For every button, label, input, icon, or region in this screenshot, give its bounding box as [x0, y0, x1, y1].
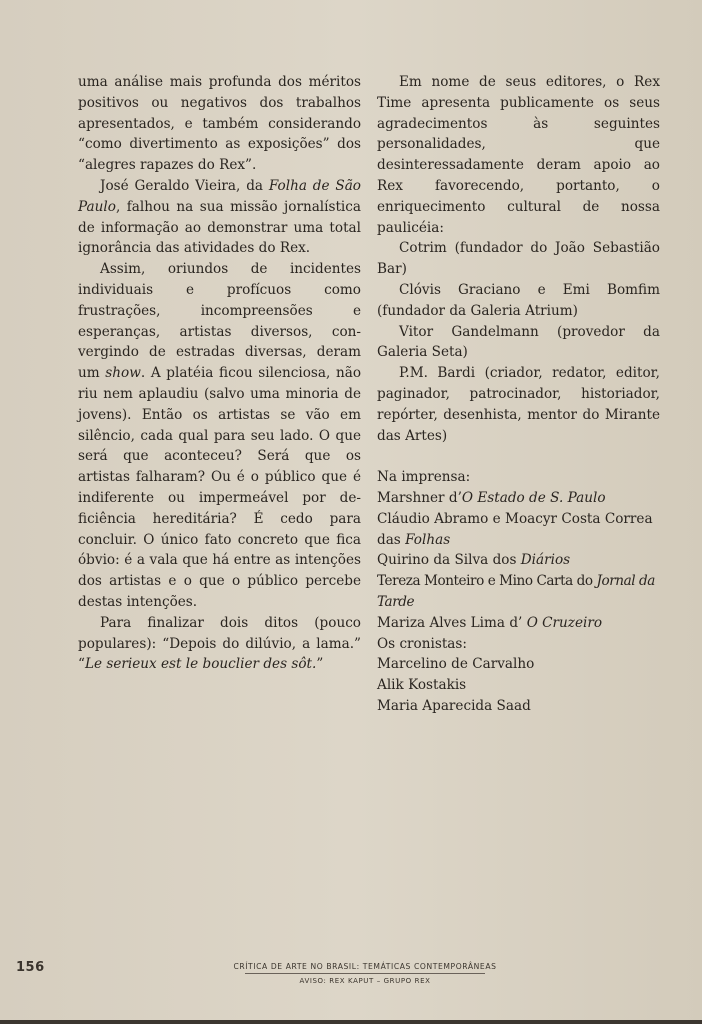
spacer	[377, 446, 660, 467]
acknowledgement-item: P.M. Bardi (criador, redator, editor, paginador, patrocinador, historiador, repórter, desenhista, mentor do Mirante das Artes)	[377, 365, 660, 444]
paragraph-3: Assim, oriundos de incidentes individuais e profícuos como frustrações, incompreensões e esperanças, artistas diversos, convergindo de estradas diversas, deram um show. A platéia ficou silenciosa, não riu nem aplaudiu (salvo uma minoria de jovens). Então os artistas se vão em silêncio, cada qual para seu lado. O que será que aconteceu? Será que os artistas falharam? Ou é o público que é indiferente ou impermeável por deficiência hereditária? É cedo para concluir. O único fato concreto que fica óbvio: é a vala que há entre as intenções dos artistas e o que o público percebe destas intenções.	[78, 261, 361, 610]
book-title: CRÍTICA DE ARTE NO BRASIL: TEMÁTICAS CONTEMPORÂNEAS	[233, 962, 497, 971]
acknowledgement-item: Clóvis Graciano e Emi Bomfim (fundador da Galeria Atrium)	[377, 281, 660, 319]
acknowledgement-item: Cotrim (fundador do João Sebastião Bar)	[377, 240, 660, 278]
paragraph-2: José Geraldo Vieira, da Folha de São Paulo, falhou na sua missão jornalística de informação ao demonstrar uma total ignorância das atividades do Rex.	[78, 177, 361, 257]
french-quote: Le serieux est le bouclier des sôt.	[84, 656, 317, 673]
right-column	[377, 72, 660, 717]
chapter-title: AVISO: REX KAPUT – GRUPO REX	[299, 977, 431, 985]
press-item: Quirino da Silva dos Diários	[377, 552, 571, 569]
running-footer	[200, 962, 530, 985]
press-item: Tereza Monteiro e Mino Carta do Jornal da Tarde	[377, 573, 655, 610]
footer-rule	[245, 973, 485, 974]
newspaper-title: Folha de São Paulo	[78, 177, 361, 215]
italic-show: show	[105, 365, 141, 382]
critic-item: Marcelino de Carvalho	[377, 656, 535, 673]
press-item: Cláudio Abramo e Moacyr Costa Correa das Folhas	[377, 510, 653, 548]
left-column	[78, 72, 361, 675]
press-item: Mariza Alves Lima d’ O Cruzeiro	[377, 614, 603, 631]
critics-heading: Os cronistas:	[377, 635, 467, 652]
acknowledgement-intro: Em nome de seus editores, o Rex Time apresenta publicamente os seus agradecimentos às seguintes personalidades, que desinteressadamente deram apoio ao Rex favorecendo, portanto, o enriquecimento cultural de nossa paulicéia:	[377, 74, 660, 236]
critic-item: Maria Aparecida Saad	[377, 697, 531, 714]
acknowledgement-item: Vitor Gandelmann (provedor da Galeria Seta)	[377, 323, 660, 361]
page-bottom-edge	[0, 1020, 702, 1024]
press-item: Marshner d’O Estado de S. Paulo	[377, 489, 606, 506]
press-heading: Na imprensa:	[377, 469, 471, 486]
critic-item: Alik Kostakis	[377, 677, 467, 694]
paragraph-4: Para finalizar dois ditos (pouco populares): “Depois do dilúvio, a lama.” “Le serieux est le bouclier des sôt.”	[78, 614, 361, 673]
paragraph-1: uma análise mais profunda dos méritos positivos ou negativos dos trabalhos apresentados, e também considerando “como divertimento as exposições” dos “alegres rapazes do Rex”.	[78, 74, 361, 174]
page-number: 156	[16, 960, 45, 975]
